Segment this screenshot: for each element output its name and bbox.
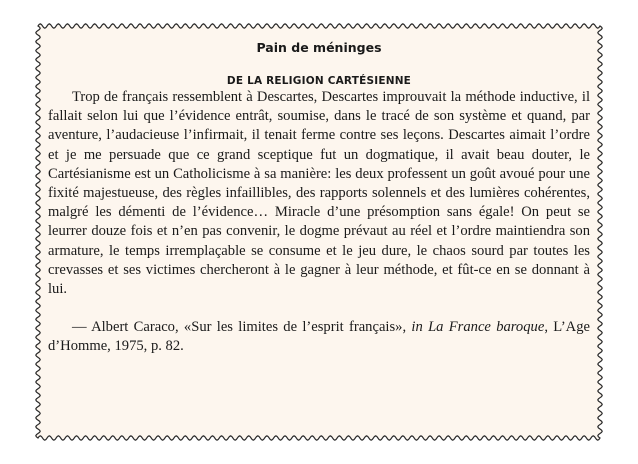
attribution-suffix: , L’Age d’Homme, 1975, p. 82. bbox=[48, 319, 590, 355]
attribution-in: in bbox=[411, 319, 423, 336]
section-heading: DE LA RELIGION CARTÉSIENNE bbox=[226, 75, 412, 87]
quote-card bbox=[46, 36, 592, 428]
quote-body: Trop de français ressemblent à Descartes, Descartes improuvait la méthode inductive, il fallait selon lui que l’évidence entrât, soumise, dans le tracé de son système et quand, par aventure, l’audacieuse l’infirmait, il tenait ferme contre ses leçons. Descartes aimait l’ordre et je me persuade que ce grand sceptique fut un dogmatique, il avait beau douter, le Cartésianisme est un Catholicisme à sa manière: les deux professent un goût avoué pour une fixité majestueuse, des règles infaillibles, des rapports solennels et des lumières cohérentes, malgré les démenti de l’évidence… Miracle d’une présomption sans égale! On peut se leurrer douze fois et n’en pas convenir, le dogme prévaut au réel et l’ordre maintiendra son armature, le temps irremplaçable se consume et le jeu dure, le chaos sourd par toutes les crevasses et ses victimes chercheront à le gagner à leur méthode, et fût-ce en se donnant à lui. bbox=[48, 89, 590, 298]
attribution-prefix: — Albert Caraco, «Sur les limites de l’esprit français», bbox=[72, 319, 412, 336]
quote-attribution bbox=[46, 318, 592, 356]
attribution-book-title: La France baroque bbox=[428, 319, 545, 336]
card-title: Pain de méninges bbox=[256, 40, 382, 55]
